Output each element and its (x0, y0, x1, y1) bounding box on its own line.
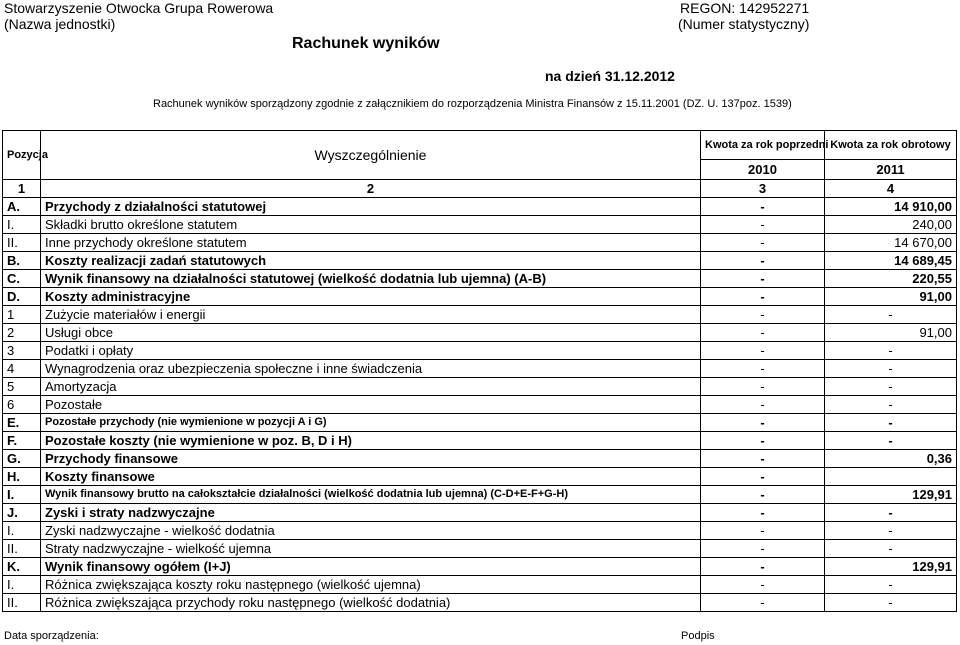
row-amount-prev: - (701, 576, 825, 594)
row-description: Przychody z działalności statutowej (41, 198, 701, 216)
row-amount-prev: - (701, 504, 825, 522)
row-position: 3 (3, 342, 41, 360)
row-description: Różnica zwiększająca koszty roku następnego (wielkość ujemna) (41, 576, 701, 594)
row-amount-curr: - (825, 414, 957, 432)
row-amount-curr: 0,36 (825, 450, 957, 468)
table-row (3, 414, 957, 432)
row-description: Koszty administracyjne (41, 288, 701, 306)
col-header-wyszczegolnienie: Wyszczególnienie (41, 131, 701, 180)
row-position: J. (3, 504, 41, 522)
row-amount-curr: - (825, 504, 957, 522)
row-position: F. (3, 432, 41, 450)
row-description: Pozostałe koszty (nie wymienione w poz. B, D i H) (41, 432, 701, 450)
row-amount-curr (825, 468, 957, 486)
table-row (3, 234, 957, 252)
table-row (3, 378, 957, 396)
table-row (3, 450, 957, 468)
row-amount-prev: - (701, 324, 825, 342)
table-row (3, 558, 957, 576)
row-amount-curr: - (825, 306, 957, 324)
row-amount-prev: - (701, 486, 825, 504)
col-header-pozycja: Pozycja (3, 131, 41, 180)
row-position: I. (3, 216, 41, 234)
row-amount-curr: 91,00 (825, 324, 957, 342)
row-amount-prev: - (701, 306, 825, 324)
row-amount-curr: 220,55 (825, 270, 957, 288)
row-position: 5 (3, 378, 41, 396)
row-position: E. (3, 414, 41, 432)
row-amount-prev: - (701, 468, 825, 486)
row-position: C. (3, 270, 41, 288)
report-date: na dzień 31.12.2012 (545, 68, 675, 84)
row-description: Koszty realizacji zadań statutowych (41, 252, 701, 270)
row-amount-prev: - (701, 252, 825, 270)
table-row (3, 594, 957, 612)
table-row (3, 504, 957, 522)
row-position: D. (3, 288, 41, 306)
row-position: A. (3, 198, 41, 216)
table-row (3, 576, 957, 594)
col-number-3: 3 (701, 180, 825, 198)
row-position: 2 (3, 324, 41, 342)
row-amount-prev: - (701, 432, 825, 450)
header-row (3, 131, 957, 160)
row-amount-curr: - (825, 576, 957, 594)
income-statement-table (2, 130, 957, 612)
row-amount-prev: - (701, 270, 825, 288)
row-description: Straty nadzwyczajne - wielkość ujemna (41, 540, 701, 558)
table-row (3, 288, 957, 306)
table-row (3, 252, 957, 270)
year-prev: 2010 (701, 160, 825, 180)
row-description: Różnica zwiększająca przychody roku następnego (wielkość dodatnia) (41, 594, 701, 612)
signature-label: Podpis (681, 630, 715, 642)
row-amount-prev: - (701, 594, 825, 612)
row-position: II. (3, 540, 41, 558)
row-description: Wynik finansowy na działalności statutowej (wielkość dodatnia lub ujemna) (A-B) (41, 270, 701, 288)
row-amount-prev: - (701, 378, 825, 396)
row-position: 1 (3, 306, 41, 324)
row-position: B. (3, 252, 41, 270)
row-amount-curr: - (825, 342, 957, 360)
row-description: Wynik finansowy ogółem (I+J) (41, 558, 701, 576)
column-number-row (3, 180, 957, 198)
row-position: I. (3, 576, 41, 594)
row-amount-curr: - (825, 432, 957, 450)
row-position: 4 (3, 360, 41, 378)
row-amount-prev: - (701, 234, 825, 252)
row-amount-prev: - (701, 288, 825, 306)
row-amount-curr: - (825, 378, 957, 396)
row-description: Koszty finansowe (41, 468, 701, 486)
regon: REGON: 142952271 (680, 0, 810, 16)
row-position: I. (3, 522, 41, 540)
row-description: Przychody finansowe (41, 450, 701, 468)
report-description: Rachunek wyników sporządzony zgodnie z załącznikiem do rozporządzenia Ministra Finansów z 15.11.2001 (DZ. U. 137poz. 1539) (153, 98, 792, 110)
table-row (3, 342, 957, 360)
row-description: Pozostałe (41, 396, 701, 414)
regon-label: (Numer statystyczny) (678, 16, 810, 32)
org-label: (Nazwa jednostki) (4, 16, 116, 32)
row-amount-curr: 14 670,00 (825, 234, 957, 252)
row-description: Inne przychody określone statutem (41, 234, 701, 252)
row-amount-prev: - (701, 414, 825, 432)
table-row (3, 522, 957, 540)
row-position: II. (3, 594, 41, 612)
table-row (3, 306, 957, 324)
row-amount-curr: - (825, 594, 957, 612)
row-description: Usługi obce (41, 324, 701, 342)
row-amount-prev: - (701, 540, 825, 558)
row-position: 6 (3, 396, 41, 414)
row-position: K. (3, 558, 41, 576)
row-amount-prev: - (701, 522, 825, 540)
row-description: Podatki i opłaty (41, 342, 701, 360)
row-amount-curr: 91,00 (825, 288, 957, 306)
row-amount-prev: - (701, 342, 825, 360)
row-description: Zyski nadzwyczajne - wielkość dodatnia (41, 522, 701, 540)
row-description: Zużycie materiałów i energii (41, 306, 701, 324)
row-position: G. (3, 450, 41, 468)
row-description: Wynik finansowy brutto na całokształcie działalności (wielkość dodatnia lub ujemna) (C-D+E-F+G-H) (41, 486, 701, 504)
col-number-1: 1 (3, 180, 41, 198)
table-row (3, 432, 957, 450)
row-amount-prev: - (701, 396, 825, 414)
row-amount-prev: - (701, 360, 825, 378)
table-row (3, 216, 957, 234)
col-header-prev: Kwota za rok poprzedni (701, 131, 825, 160)
row-amount-curr: - (825, 540, 957, 558)
table-row (3, 468, 957, 486)
row-amount-curr: 14 689,45 (825, 252, 957, 270)
table-row (3, 198, 957, 216)
row-amount-prev: - (701, 558, 825, 576)
row-amount-curr: - (825, 360, 957, 378)
row-amount-prev: - (701, 216, 825, 234)
row-amount-curr: 14 910,00 (825, 198, 957, 216)
prepared-date-label: Data sporządzenia: (4, 630, 99, 642)
org-name: Stowarzyszenie Otwocka Grupa Rowerowa (4, 0, 274, 16)
row-position: I. (3, 486, 41, 504)
row-amount-prev: - (701, 198, 825, 216)
row-amount-prev: - (701, 450, 825, 468)
row-amount-curr: 129,91 (825, 486, 957, 504)
row-description: Składki brutto określone statutem (41, 216, 701, 234)
row-amount-curr: - (825, 396, 957, 414)
col-number-2: 2 (41, 180, 701, 198)
row-description: Pozostałe przychody (nie wymienione w pozycji A i G) (41, 414, 701, 432)
row-description: Wynagrodzenia oraz ubezpieczenia społeczne i inne świadczenia (41, 360, 701, 378)
row-amount-curr: 129,91 (825, 558, 957, 576)
row-position: H. (3, 468, 41, 486)
page-title: Rachunek wyników (292, 35, 440, 52)
table-row (3, 324, 957, 342)
table-row (3, 540, 957, 558)
table-row (3, 270, 957, 288)
row-position: II. (3, 234, 41, 252)
row-description: Zyski i straty nadzwyczajne (41, 504, 701, 522)
year-curr: 2011 (825, 160, 957, 180)
col-number-4: 4 (825, 180, 957, 198)
row-amount-curr: - (825, 522, 957, 540)
table-row (3, 396, 957, 414)
col-header-curr: Kwota za rok obrotowy (825, 131, 957, 160)
table-row (3, 360, 957, 378)
row-amount-curr: 240,00 (825, 216, 957, 234)
row-description: Amortyzacja (41, 378, 701, 396)
table-row (3, 486, 957, 504)
